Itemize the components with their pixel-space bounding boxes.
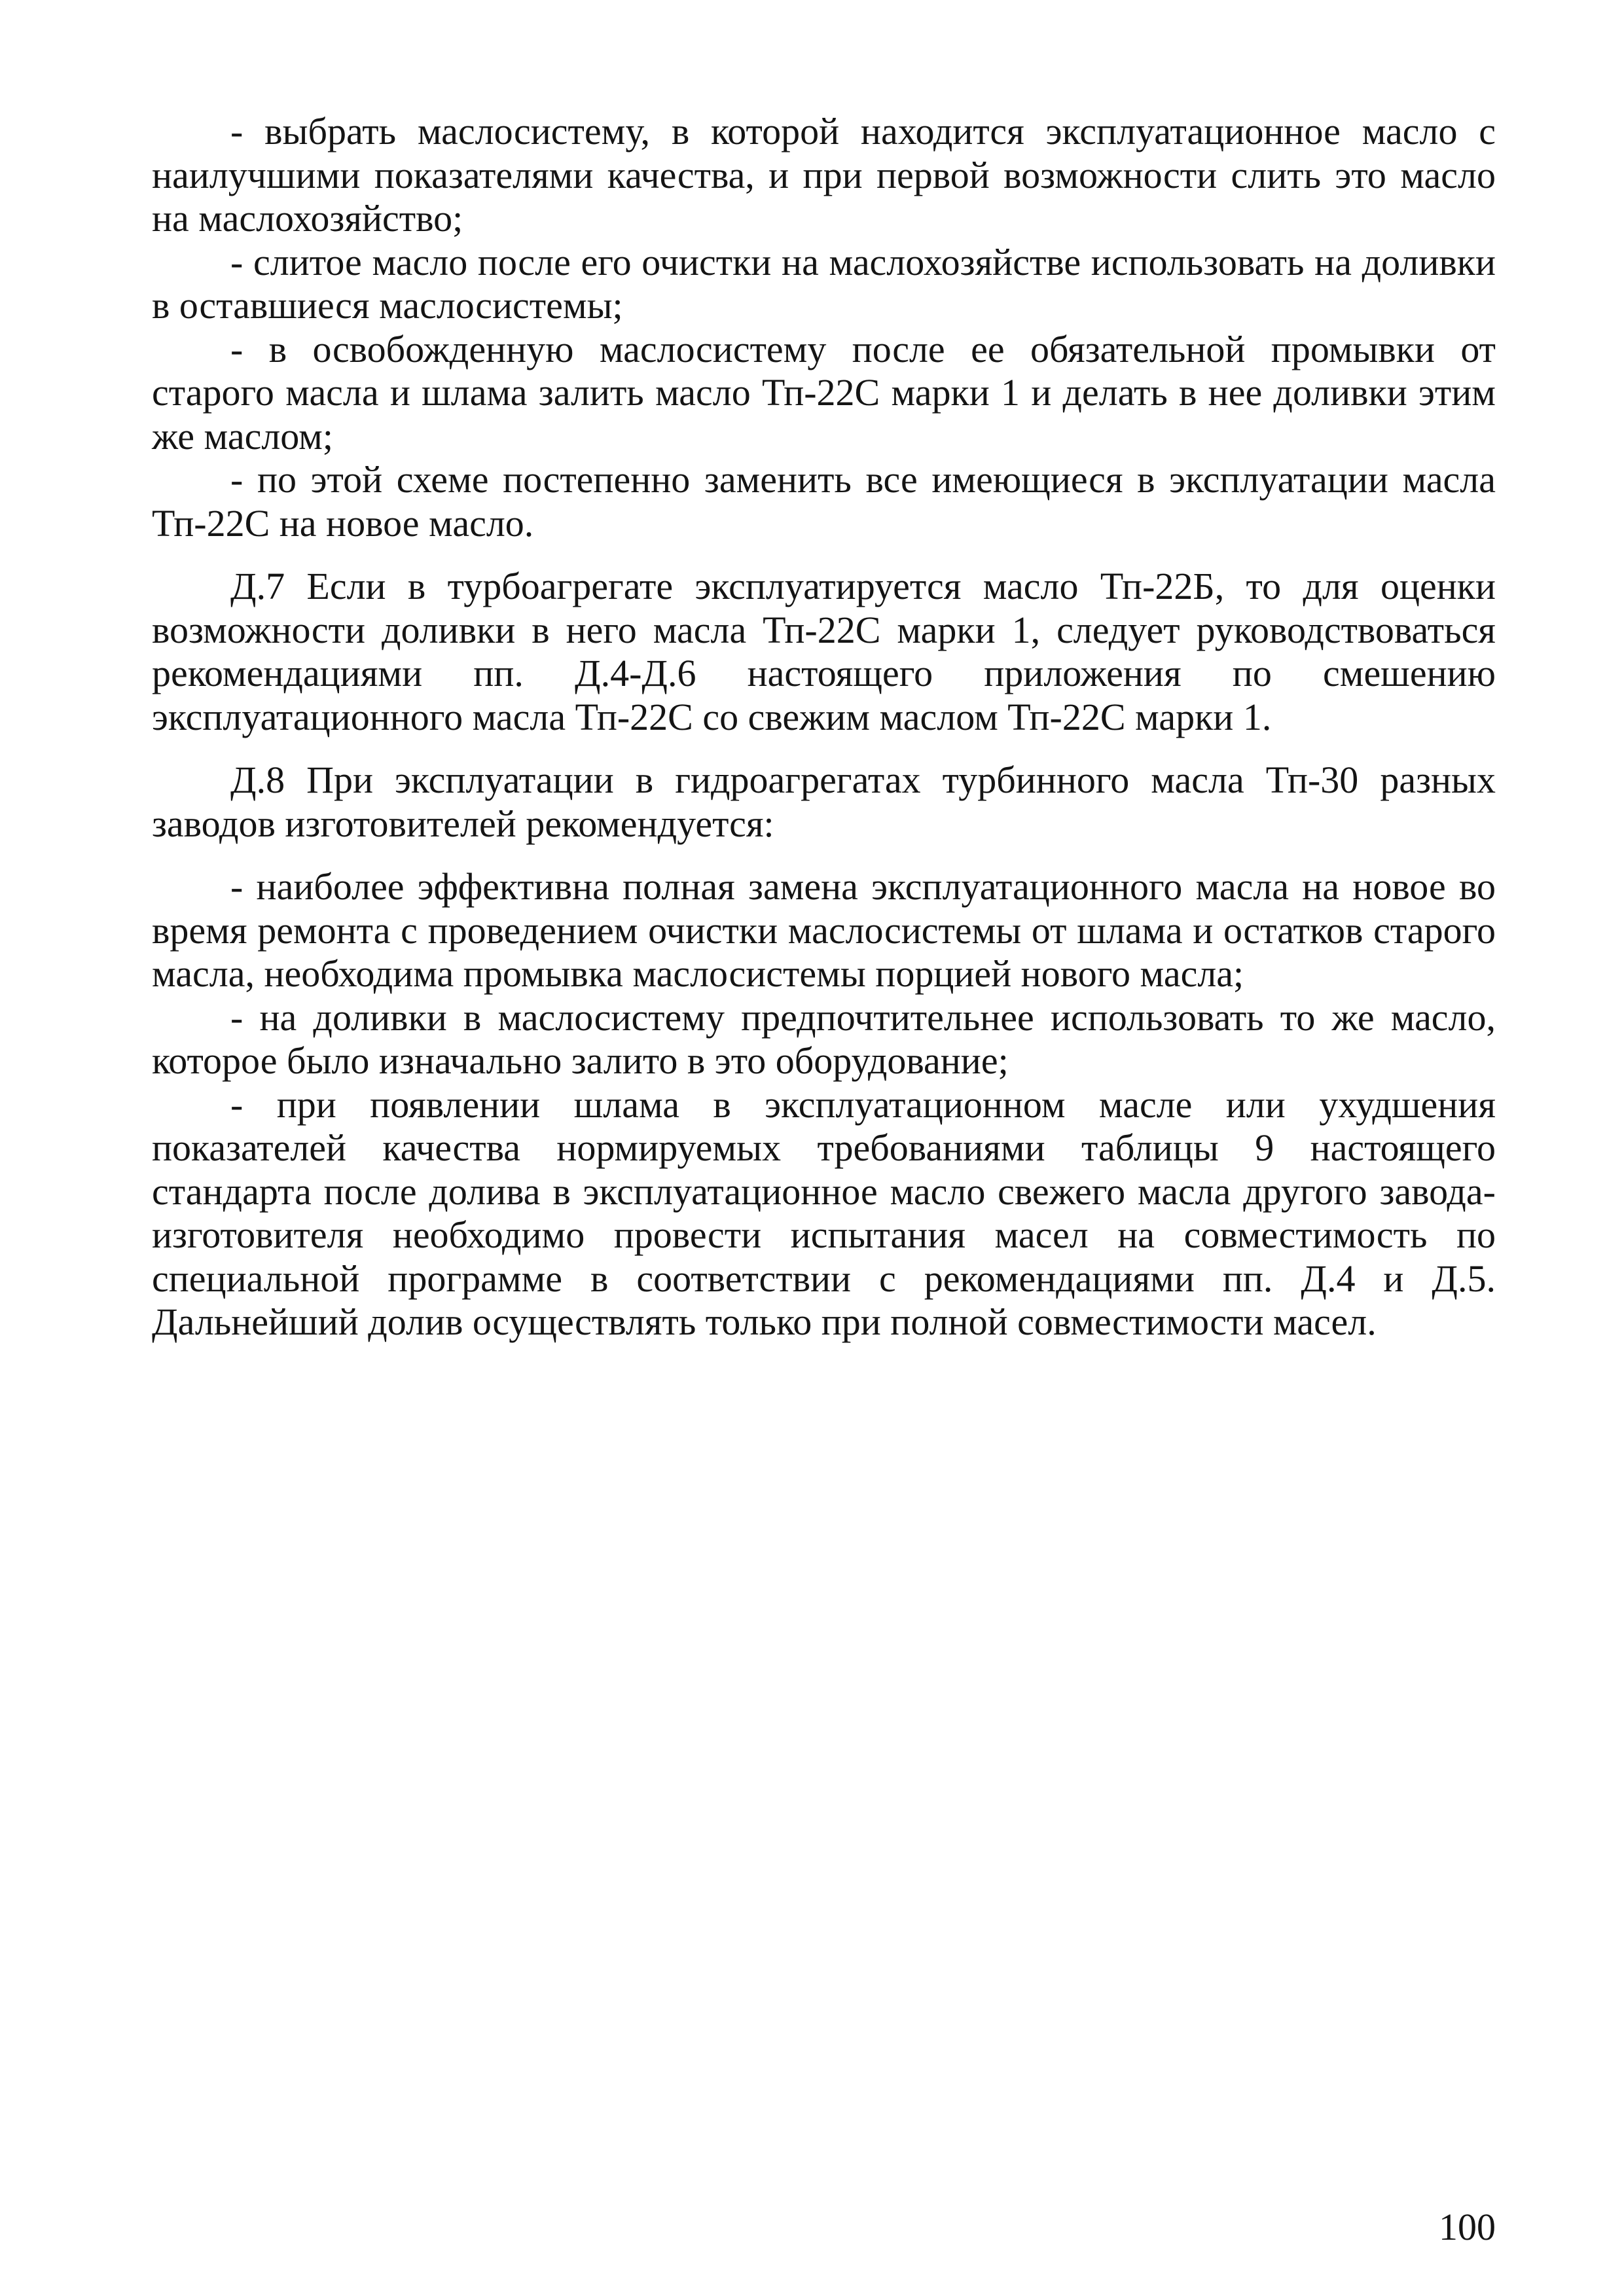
page-number: 100 [1439, 2206, 1496, 2248]
list-item: - наиболее эффективна полная замена эксплуатационного масла на новое во время ремонта с проведением очистки маслосистемы от шлама и остатков старого масла, необходима промывка маслосистемы порцией нового масла; [152, 865, 1496, 995]
paragraph-spacer [152, 739, 1496, 759]
list-item: - при появлении шлама в эксплуатационном масле или ухудшения показателей качества нормируемых требованиями таблицы 9 настоящего стандарта после долива в эксплуатационное масло свежего масла другого завода-изготовителя необходимо провести испытания масел на совместимость по специальной программе в соответствии с рекомендациями пп. Д.4 и Д.5. Дальнейший долив осуществлять только при полной совместимости масел. [152, 1083, 1496, 1343]
list-item: - на доливки в маслосистему предпочтительнее использовать то же масло, которое было изначально залито в это оборудование; [152, 996, 1496, 1082]
list-item: - выбрать маслосистему, в которой находится эксплуатационное масло с наилучшими показателями качества, и при первой возможности слить это масло на маслохозяйство; [152, 110, 1496, 240]
paragraph-spacer [152, 545, 1496, 565]
list-item: - в освобожденную маслосистему после ее обязательной промывки от старого масла и шлама залить масло Тп-22С марки 1 и делать в нее доливки этим же маслом; [152, 327, 1496, 457]
list-item: - слитое масло после его очистки на маслохозяйстве использовать на доливки в оставшиеся маслосистемы; [152, 240, 1496, 327]
list-item: - по этой схеме постепенно заменить все имеющиеся в эксплуатации масла Тп-22С на новое масло. [152, 458, 1496, 545]
paragraph-spacer [152, 846, 1496, 865]
clause-d8-paragraph: Д.8 При эксплуатации в гидроагрегатах турбинного масла Тп-30 разных заводов изготовителей рекомендуется: [152, 759, 1496, 845]
document-page [152, 110, 1496, 1344]
clause-d7-paragraph: Д.7 Если в турбоагрегате эксплуатируется масло Тп-22Б, то для оценки возможности доливки в него масла Тп-22С марки 1, следует руководствоваться рекомендациями пп. Д.4-Д.6 настоящего приложения по смешению эксплуатационного масла Тп-22С со свежим маслом Тп-22С марки 1. [152, 565, 1496, 738]
